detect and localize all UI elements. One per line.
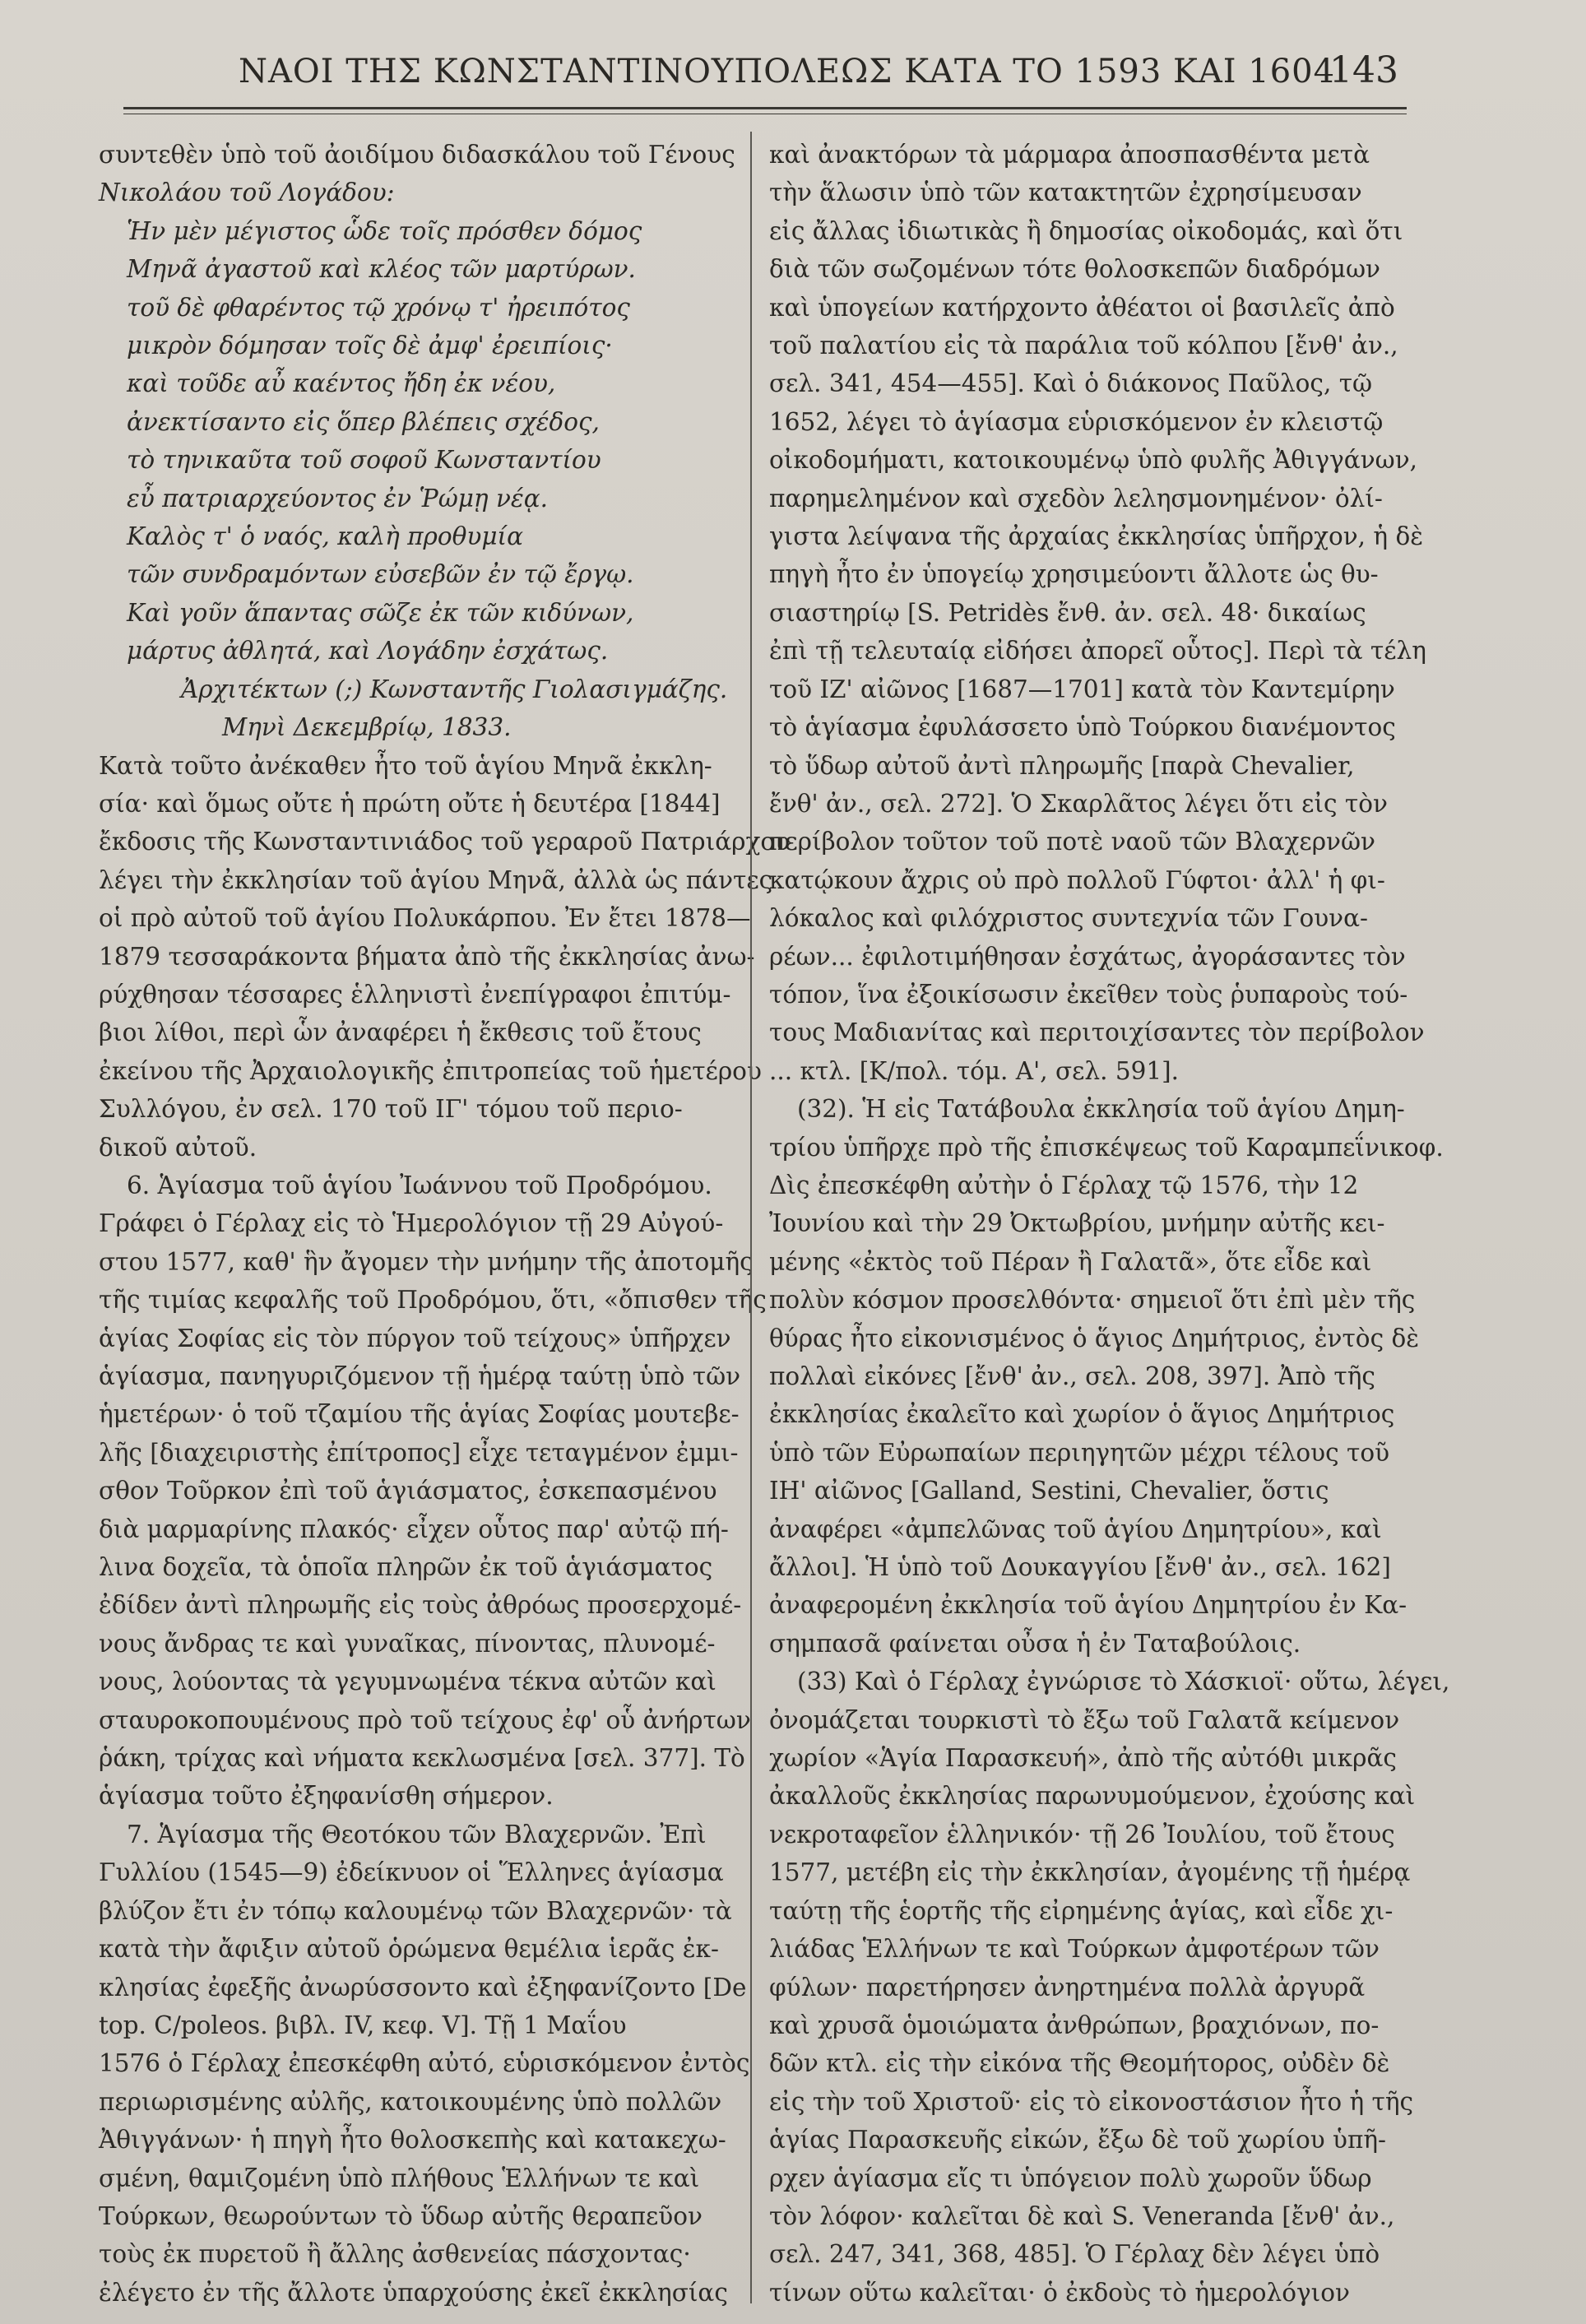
text-line: χωρίον «Ἁγία Παρασκευή», ἀπὸ τῆς αὐτόθι μικρᾶς: [769, 1744, 1397, 1773]
text-line: τοῦ δὲ φθαρέντος τῷ χρόνῳ τ' ἠρειπότος: [127, 293, 630, 322]
text-line: 1576 ὁ Γέρλαχ ἐπεσκέφθη αὐτό, εὑρισκόμενον ἐντὸς: [99, 2049, 750, 2078]
text-line: σταυροκοπουμένους πρὸ τοῦ τείχους ἐφ' οὗ ἀνήρτων: [99, 1705, 751, 1734]
text-line: κατῴκουν ἄχρις οὐ πρὸ πολλοῦ Γύφτοι· ἀλλ' ἡ φι-: [769, 865, 1385, 894]
text-line: ἀνεκτίσαντο εἰς ὅπερ βλέπεις σχέδος,: [127, 407, 600, 436]
text-line: σία· καὶ ὅμως οὔτε ἡ πρώτη οὔτε ἡ δευτέρα [1844]: [99, 789, 721, 818]
text-line: 6. Ἁγίασμα τοῦ ἁγίου Ἰωάννου τοῦ Προδρόμου.: [127, 1171, 712, 1199]
text-line: 1652, λέγει τὸ ἁγίασμα εὑρισκόμενον ἐν κλειστῷ: [769, 407, 1384, 436]
text-line: συντεθὲν ὑπὸ τοῦ ἀοιδίμου διδασκάλου τοῦ Γένους: [99, 141, 735, 169]
text-line: Ἀθιγγάνων· ἡ πηγὴ ἦτο θολοσκεπὴς καὶ κατακεχω-: [99, 2126, 726, 2155]
text-line: καὶ τοῦδε αὖ καέντος ἤδη ἐκ νέου,: [127, 369, 556, 398]
text-line: γιστα λείψανα τῆς ἀρχαίας ἐκκλησίας ὑπῆρχον, ἡ δὲ: [769, 522, 1424, 551]
text-line: Ἀρχιτέκτων (;) Κωνσταντῆς Γιολασιγμάζης.: [181, 675, 728, 703]
text-line: πηγὴ ἦτο ἐν ὑπογείῳ χρησιμεύοντι ἄλλοτε ὡς θυ-: [769, 560, 1379, 589]
text-line: τῆς τιμίας κεφαλῆς τοῦ Προδρόμου, ὅτι, «ὄπισθεν τῆς: [99, 1286, 767, 1315]
text-line: τόπον, ἵνα ἐξοικίσωσιν ἐκεῖθεν τοὺς ῥυπαροὺς τού-: [769, 980, 1408, 1009]
text-line: νους, λούοντας τὰ γεγυμνωμένα τέκνα αὐτῶν καὶ: [99, 1668, 716, 1696]
text-line: ἀκαλλοῦς ἐκκλησίας παρωνυμούμενον, ἐχούσης καὶ: [769, 1782, 1416, 1811]
text-line: ἐκκλησίας ἐκαλεῖτο καὶ χωρίον ὁ ἅγιος Δημήτριος: [769, 1400, 1395, 1429]
text-line: Μηνὶ Δεκεμβρίῳ, 1833.: [222, 713, 512, 742]
text-line: μάρτυς ἀθλητά, καὶ Λογάδην ἐσχάτως.: [127, 637, 609, 666]
text-line: δῶν κτλ. εἰς τὴν εἰκόνα τῆς Θεομήτορος, οὐδὲν δὲ: [769, 2049, 1390, 2078]
running-head: ΝΑΟΙ ΤΗΣ ΚΩΝΣΤΑΝΤΙΝΟΥΠΟΛΕΩΣ ΚΑΤΑ ΤΟ 1593 ΚΑΙ 1604: [239, 53, 1336, 90]
text-line: μένης «ἐκτὸς τοῦ Πέραν ἢ Γαλατᾶ», ὅτε εἶδε καὶ: [769, 1247, 1372, 1276]
text-line: πολλαὶ εἰκόνες [ἔνθ' ἀν., σελ. 208, 397]. Ἀπὸ τῆς: [769, 1362, 1375, 1390]
text-line: ἔκδοσις τῆς Κωνσταντινιάδος τοῦ γεραροῦ Πατριάρχου: [99, 828, 791, 856]
text-line: λιάδας Ἑλλήνων τε καὶ Τούρκων ἀμφοτέρων τῶν: [769, 1935, 1380, 1964]
text-line: πολὺν κόσμον προσελθόντα· σημειοῖ ὅτι ἐπὶ μὲν τῆς: [769, 1286, 1416, 1315]
text-line: ταύτῃ τῆς ἑορτῆς τῆς εἰρημένης ἁγίας, καὶ εἶδε χι-: [769, 1896, 1394, 1925]
page-number: 143: [1329, 49, 1398, 91]
text-line: τοὺς ἐκ πυρετοῦ ἢ ἄλλης ἀσθενείας πάσχοντας·: [99, 2240, 691, 2269]
text-line: Γράφει ὁ Γέρλαχ εἰς τὸ Ἡμερολόγιον τῇ 29 Αὐγού-: [99, 1209, 724, 1238]
text-line: Τούρκων, θεωρούντων τὸ ὕδωρ αὐτῆς θεραπεῦον: [99, 2201, 703, 2230]
text-line: τοῦ παλατίου εἰς τὰ παράλια τοῦ κόλπου [ἔνθ' ἀν.,: [769, 332, 1398, 360]
text-line: κατὰ τὴν ἄφιξιν αὐτοῦ ὁρώμενα θεμέλια ἱερᾶς ἐκ-: [99, 1935, 719, 1964]
text-line: οἰκοδομήματι, κατοικουμένῳ ὑπὸ φυλῆς Ἀθιγγάνων,: [769, 446, 1418, 475]
header-rule: [123, 107, 1407, 109]
text-line: ἐκείνου τῆς Ἀρχαιολογικῆς ἐπιτροπείας τοῦ ἡμετέρου: [99, 1056, 762, 1085]
text-line: ἐλέγετο ἐν τῆς ἄλλοτε ὑπαρχούσης ἐκεῖ ἐκκλησίας: [99, 2278, 728, 2307]
text-line: νεκροταφεῖον ἑλληνικόν· τῇ 26 Ἰουλίου, τοῦ ἔτους: [769, 1820, 1395, 1849]
text-line: σημπασᾶ φαίνεται οὖσα ἡ ἐν Ταταβούλοις.: [769, 1629, 1301, 1658]
text-line: σιαστηρίῳ [S. Petridès ἔνθ. ἀν. σελ. 48· δικαίως: [769, 598, 1366, 627]
text-line: τὸν λόφον· καλεῖται δὲ καὶ S. Veneranda [ἔνθ' ἀν.,: [769, 2201, 1395, 2230]
text-line: σελ. 341, 454—455]. Καὶ ὁ διάκονος Παῦλος, τῷ: [769, 369, 1373, 398]
text-line: εἰς τὴν τοῦ Χριστοῦ· εἰς τὸ εἰκονοστάσιον ἦτο ἡ τῆς: [769, 2087, 1414, 2116]
text-line: λινα δοχεῖα, τὰ ὁποῖα πληρῶν ἐκ τοῦ ἁγιάσματος: [99, 1553, 713, 1582]
text-line: οἱ πρὸ αὐτοῦ τοῦ ἁγίου Πολυκάρπου. Ἐν ἔτει 1878—: [99, 904, 751, 933]
text-line: διὰ μαρμαρίνης πλακός· εἶχεν οὗτος παρ' αὐτῷ πή-: [99, 1515, 729, 1543]
left-column: [99, 136, 791, 2307]
text-line: τῶν συνδραμόντων εὐσεβῶν ἐν τῷ ἔργῳ.: [127, 560, 634, 589]
text-line: σμένη, θαμιζομένη ὑπὸ πλήθους Ἑλλήνων τε καὶ: [99, 2164, 700, 2192]
text-line: λόκαλος καὶ φιλόχριστος συντεχνία τῶν Γουνα-: [769, 904, 1369, 933]
text-line: ἐδίδεν ἀντὶ πληρωμῆς εἰς τοὺς ἀθρόως προσερχομέ-: [99, 1591, 742, 1620]
page-header: [123, 49, 1407, 99]
text-line: τὴν ἅλωσιν ὑπὸ τῶν κατακτητῶν ἐχρησίμευσαν: [769, 179, 1362, 207]
text-line: ... κτλ. [Κ/πολ. τόμ. Α', σελ. 591].: [769, 1056, 1180, 1085]
text-line: σθον Τοῦρκον ἐπὶ τοῦ ἁγιάσματος, ἐσκεπασμένου: [99, 1477, 717, 1505]
text-line: 1879 τεσσαράκοντα βήματα ἀπὸ τῆς ἐκκλησίας ἀνω-: [99, 942, 755, 971]
text-line: ἔνθ' ἀν., σελ. 272]. Ὁ Σκαρλᾶτος λέγει ὅτι εἰς τὸν: [769, 789, 1388, 818]
text-line: ῥάκη, τρίχας καὶ νήματα κεκλωσμένα [σελ. 377]. Τὸ: [99, 1744, 745, 1773]
text-line: λέγει τὴν ἐκκλησίαν τοῦ ἁγίου Μηνᾶ, ἀλλὰ ὡς πάντες: [99, 865, 773, 894]
text-line: καὶ ὑπογείων κατήρχοντο ἀθέατοι οἱ βασιλεῖς ἀπὸ: [769, 293, 1395, 322]
text-line: τὸ τηνικαῦτα τοῦ σοφοῦ Κωνσταντίου: [127, 446, 601, 475]
text-line: Ἡν μὲν μέγιστος ὧδε τοῖς πρόσθεν δόμος: [127, 216, 642, 245]
text-line: περίβολον τοῦτον τοῦ ποτὲ ναοῦ τῶν Βλαχερνῶν: [769, 828, 1375, 856]
text-line: φύλων· παρετήρησεν ἀνηρτημένα πολλὰ ἀργυρᾶ: [769, 1973, 1366, 2002]
text-line: ὑπὸ τῶν Εὐρωπαίων περιηγητῶν μέχρι τέλους τοῦ: [769, 1438, 1390, 1467]
text-line: στου 1577, καθ' ἣν ἄγομεν τὴν μνήμην τῆς ἀποτομῆς: [99, 1247, 754, 1276]
text-line: τὸ ἁγίασμα ἐφυλάσσετο ὑπὸ Τούρκου διανέμοντος: [769, 713, 1396, 742]
text-line: ΙΗ' αἰῶνος [Galland, Sestini, Chevalier, ὅστις: [769, 1477, 1329, 1505]
text-line: ρχεν ἁγίασμα εἴς τι ὑπόγειον πολὺ χωροῦν ὕδωρ: [769, 2164, 1372, 2192]
text-line: ἐπὶ τῇ τελευταίᾳ εἰδήσει ἀπορεῖ οὗτος]. Περὶ τὰ τέλη: [769, 637, 1426, 666]
text-line: Μηνᾶ ἀγαστοῦ καὶ κλέος τῶν μαρτύρων.: [127, 255, 636, 284]
text-line: ἁγίασμα, πανηγυριζόμενον τῇ ἡμέρᾳ ταύτῃ ὑπὸ τῶν: [99, 1362, 741, 1390]
text-line: λῆς [διαχειριστὴς ἐπίτροπος] εἶχε τεταγμένον ἐμμι-: [99, 1438, 739, 1467]
text-line: 7. Ἁγίασμα τῆς Θεοτόκου τῶν Βλαχερνῶν. Ἐπὶ: [127, 1820, 707, 1849]
text-line: ρέων... ἐφιλοτιμήθησαν ἐσχάτως, ἀγοράσαντες τὸν: [769, 942, 1406, 971]
text-line: τρίου ὑπῆρχε πρὸ τῆς ἐπισκέψεως τοῦ Καραμπεΐνικοφ.: [769, 1133, 1444, 1162]
text-line: Συλλόγου, ἐν σελ. 170 τοῦ ΙΓ' τόμου τοῦ περιο-: [99, 1095, 683, 1124]
text-line: τὸ ὕδωρ αὐτοῦ ἀντὶ πληρωμῆς [παρὰ Chevalier,: [769, 751, 1355, 780]
text-line: ἁγίας Παρασκευῆς εἰκών, ἔξω δὲ τοῦ χωρίου ὑπῆ-: [769, 2126, 1386, 2155]
text-line: ρύχθησαν τέσσαρες ἑλληνιστὶ ἐνεπίγραφοι ἐπιτύμ-: [99, 980, 731, 1009]
text-line: Γυλλίου (1545—9) ἐδείκνυον οἱ Ἕλληνες ἁγίασμα: [99, 1858, 724, 1887]
text-line: Ἰουνίου καὶ τὴν 29 Ὀκτωβρίου, μνήμην αὐτῆς κει-: [769, 1209, 1385, 1238]
text-line: νους ἄνδρας τε καὶ γυναῖκας, πίνοντας, πλυνομέ-: [99, 1629, 716, 1658]
text-line: παρημελημένον καὶ σχεδὸν λελησμονημένον· ὀλί-: [769, 484, 1383, 513]
text-line: (32). Ἡ εἰς Τατάβουλα ἐκκλησία τοῦ ἁγίου Δημη-: [797, 1095, 1405, 1124]
text-line: ἁγίασμα τοῦτο ἐξηφανίσθη σήμερον.: [99, 1782, 554, 1811]
text-line: Κατὰ τοῦτο ἀνέκαθεν ἦτο τοῦ ἁγίου Μηνᾶ ἐκκλη-: [99, 751, 712, 780]
text-line: καὶ χρυσᾶ ὁμοιώματα ἀνθρώπων, βραχιόνων, πο-: [769, 2011, 1380, 2039]
text-line: ὀνομάζεται τουρκιστὶ τὸ ἔξω τοῦ Γαλατᾶ κείμενον: [769, 1705, 1400, 1734]
text-line: μικρὸν δόμησαν τοῖς δὲ ἀμφ' ἐρειπίοις·: [127, 332, 613, 360]
text-line: 1577, μετέβη εἰς τὴν ἐκκλησίαν, ἀγομένης τῇ ἡμέρᾳ: [769, 1858, 1411, 1887]
text-line: θύρας ἦτο εἰκονισμένος ὁ ἅγιος Δημήτριος, ἐντὸς δὲ: [769, 1324, 1420, 1352]
text-line: σελ. 247, 341, 368, 485]. Ὁ Γέρλαχ δὲν λέγει ὑπὸ: [769, 2240, 1380, 2269]
right-column: [769, 136, 1450, 2307]
text-line: ἀναφέρει «ἀμπελῶνας τοῦ ἁγίου Δημητρίου», καὶ: [769, 1515, 1382, 1543]
text-line: ἄλλοι]. Ἡ ὑπὸ τοῦ Δουκαγγίου [ἔνθ' ἀν., σελ. 162]: [769, 1553, 1391, 1582]
text-line: εἰς ἄλλας ἰδιωτικὰς ἢ δημοσίας οἰκοδομάς, καὶ ὅτι: [769, 216, 1403, 245]
text-line: Δὶς ἐπεσκέφθη αὐτὴν ὁ Γέρλαχ τῷ 1576, τὴν 12: [769, 1171, 1359, 1199]
text-line: (33) Καὶ ὁ Γέρλαχ ἐγνώρισε τὸ Χάσκιοϊ· οὕτω, λέγει,: [797, 1668, 1450, 1696]
text-line: βλύζον ἔτι ἐν τόπῳ καλουμένῳ τῶν Βλαχερνῶν· τὰ: [99, 1896, 732, 1925]
text-line: ἁγίας Σοφίας εἰς τὸν πύργον τοῦ τείχους» ὑπῆρχεν: [99, 1324, 731, 1352]
text-line: κλησίας ἐφεξῆς ἀνωρύσσοντο καὶ ἐξηφανίζοντο [De: [99, 1973, 747, 2002]
text-line: εὖ πατριαρχεύοντος ἐν Ῥώμῃ νέᾳ.: [127, 484, 549, 513]
text-line: Καλὸς τ' ὁ ναός, καλὴ προθυμία: [127, 522, 524, 551]
text-line: τοῦ ΙΖ' αἰῶνος [1687—1701] κατὰ τὸν Καντεμίρην: [769, 675, 1395, 703]
text-line: τίνων οὕτω καλεῖται· ὁ ἐκδοὺς τὸ ἡμερολόγιον: [769, 2278, 1350, 2307]
text-line: καὶ ἀνακτόρων τὰ μάρμαρα ἀποσπασθέντα μετὰ: [769, 141, 1370, 169]
text-line: ἡμετέρων· ὁ τοῦ τζαμίου τῆς ἁγίας Σοφίας μουτεβε-: [99, 1400, 740, 1429]
text-line: Καὶ γοῦν ἅπαντας σῶζε ἐκ τῶν κιδύνων,: [127, 598, 634, 627]
column-divider: [750, 132, 752, 2303]
text-line: ἀναφερομένη ἐκκλησία τοῦ ἁγίου Δημητρίου ἐν Κα-: [769, 1591, 1407, 1620]
text-line: δικοῦ αὐτοῦ.: [99, 1133, 257, 1162]
text-line: top. C/poleos. βιβλ. IV, κεφ. V]. Τῇ 1 Μαΐου: [99, 2011, 627, 2039]
text-line: διὰ τῶν σωζομένων τότε θολοσκεπῶν διαδρόμων: [769, 255, 1380, 284]
text-line: βιοι λίθοι, περὶ ὧν ἀναφέρει ἡ ἔκθεσις τοῦ ἔτους: [99, 1018, 702, 1047]
text-line: Νικολάου τοῦ Λογάδου:: [99, 179, 395, 207]
text-line: τους Μαδιανίτας καὶ περιτοιχίσαντες τὸν περίβολον: [769, 1018, 1425, 1047]
text-line: περιωρισμένης αὐλῆς, κατοικουμένης ὑπὸ πολλῶν: [99, 2087, 722, 2116]
